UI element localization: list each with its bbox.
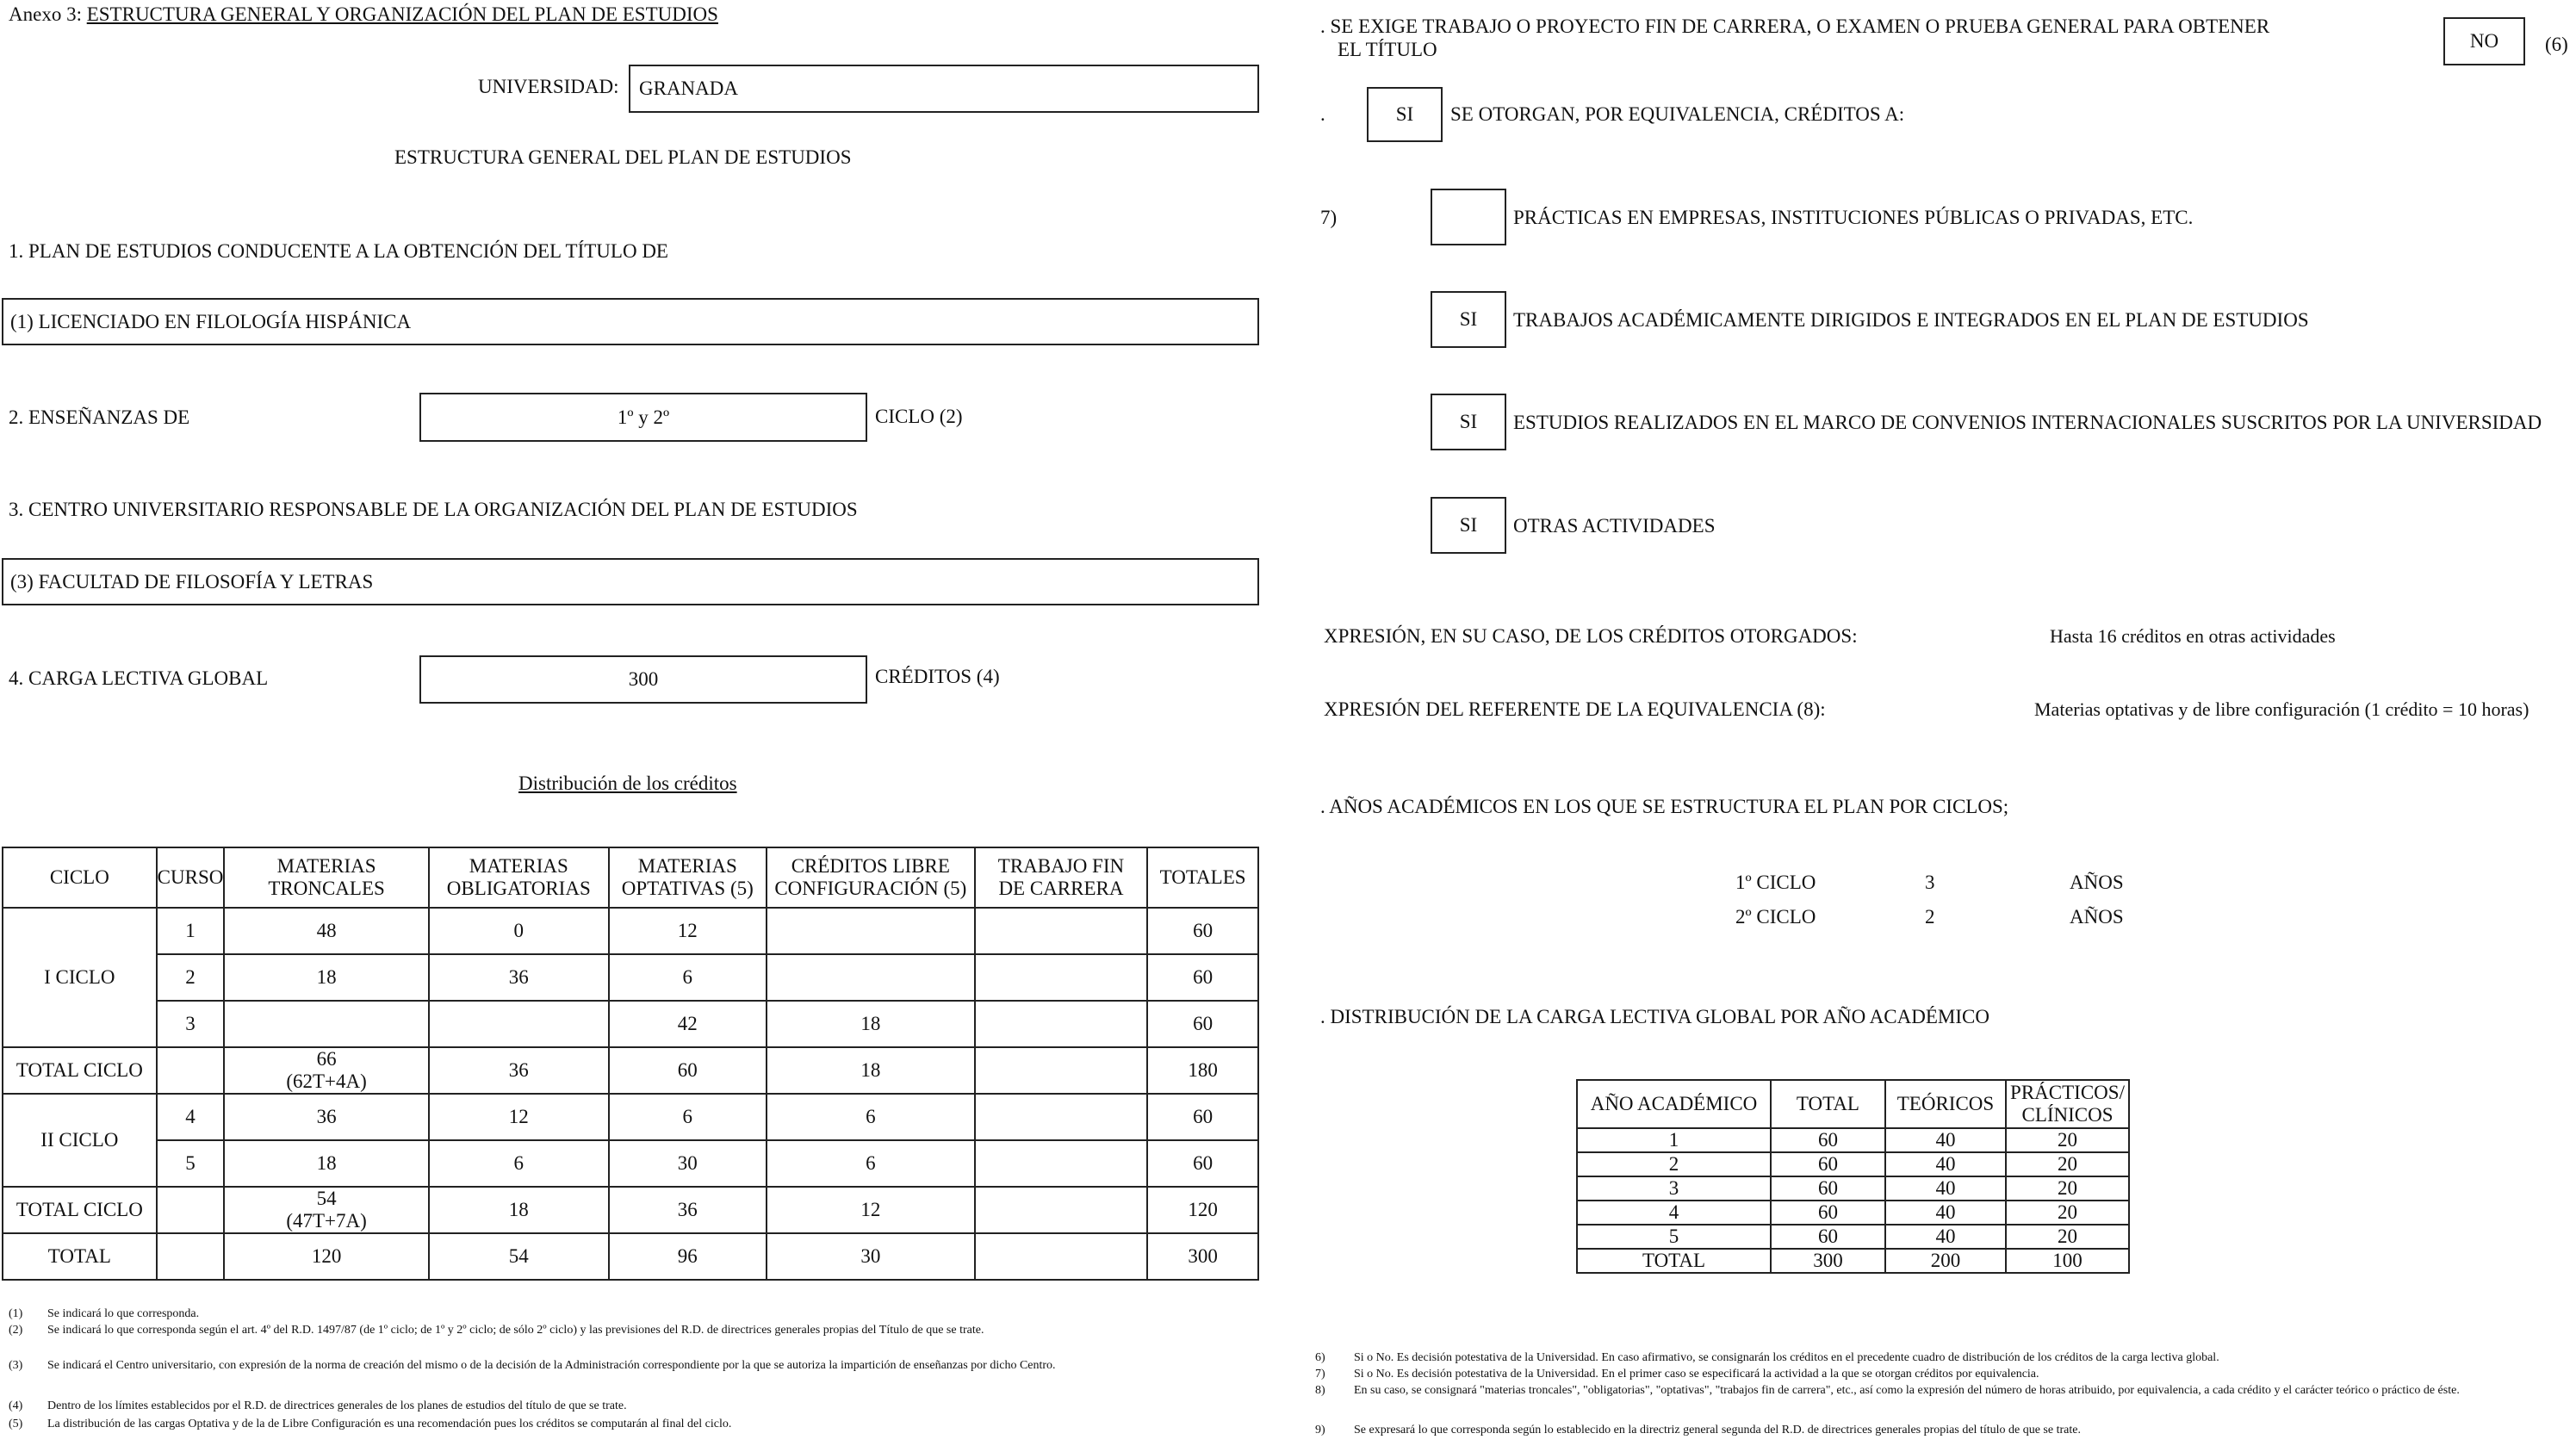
- years-count-2: 2: [1925, 906, 1935, 928]
- years-unit-2: AÑOS: [2070, 906, 2124, 928]
- annex-title: ESTRUCTURA GENERAL Y ORGANIZACIÓN DEL PLAN DE ESTUDIOS: [86, 3, 718, 25]
- expr1-value: Hasta 16 créditos en otras actividades: [2050, 625, 2336, 647]
- item2-suffix: CICLO (2): [875, 406, 963, 427]
- footnote-3: (3) Se indicará el Centro universitario, con expresión de la norma de creación del mismo o de la decisión de la Administración correspondiente por la que se autoriza la impartición de enseñanzas por dicho Centro.: [9, 1359, 1056, 1372]
- table-row: II CICLO 4 36 12 6 6 60: [3, 1094, 1258, 1140]
- credits-distribution-table: [2, 847, 1259, 1281]
- table-row-total-ciclo-2: TOTAL CICLO 54 (47T+7A) 18 36 12 120: [3, 1187, 1258, 1233]
- item1-label: 1. PLAN DE ESTUDIOS CONDUCENTE A LA OBTENCIÓN DEL TÍTULO DE: [9, 240, 668, 262]
- table-row: 2 60 40 20: [1577, 1152, 2129, 1176]
- footnote-6: 6) Si o No. Es decisión potestativa de la Universidad. En caso afirmativo, se consignarán los créditos en el precedente cuadro de distribución de los créditos de la carga lectiva global.: [1315, 1351, 2219, 1364]
- option-trabajos-box: SI: [1431, 291, 1506, 348]
- q5-answer-box: NO: [2443, 17, 2525, 65]
- table-row: 1 60 40 20: [1577, 1128, 2129, 1152]
- table-row: 3 60 40 20: [1577, 1176, 2129, 1201]
- table-row: 3 42 18 60: [3, 1001, 1258, 1047]
- distribution-title: Distribución de los créditos: [518, 773, 737, 794]
- option-otras-label: OTRAS ACTIVIDADES: [1513, 515, 1716, 537]
- expr2-value: Materias optativas y de libre configuración (1 crédito = 10 horas): [2034, 698, 2529, 720]
- years-heading: . AÑOS ACADÉMICOS EN LOS QUE SE ESTRUCTURA EL PLAN POR CICLOS;: [1320, 796, 2009, 817]
- q7-number: 7): [1320, 207, 1338, 228]
- years-ciclo-2: 2º CICLO: [1735, 906, 1816, 928]
- footnote-1: (1) Se indicará lo que corresponda.: [9, 1307, 200, 1320]
- table-row: 5 60 40 20: [1577, 1225, 2129, 1249]
- structure-heading: ESTRUCTURA GENERAL DEL PLAN DE ESTUDIOS: [394, 146, 852, 168]
- footnote-2: (2) Se indicará lo que corresponda según el art. 4º del R.D. 1497/87 (de 1º ciclo; de 1º y 2º ciclo; de sólo 2º ciclo) y las previsiones del R.D. de directrices generales propias del Título de que se trate.: [9, 1324, 984, 1337]
- option-trabajos-label: TRABAJOS ACADÉMICAMENTE DIRIGIDOS E INTEGRADOS EN EL PLAN DE ESTUDIOS: [1513, 309, 2309, 331]
- item3-label: 3. CENTRO UNIVERSITARIO RESPONSABLE DE LA ORGANIZACIÓN DEL PLAN DE ESTUDIOS: [9, 499, 858, 520]
- item4-label: 4. CARGA LECTIVA GLOBAL: [9, 667, 269, 689]
- option-practicas-box: [1431, 189, 1506, 245]
- option-practicas-label: PRÁCTICAS EN EMPRESAS, INSTITUCIONES PÚBLICAS O PRIVADAS, ETC.: [1513, 207, 2194, 228]
- table-row-total: TOTAL 120 54 96 30 300: [3, 1233, 1258, 1280]
- credits-field: 300: [419, 655, 867, 704]
- q5-line2: EL TÍTULO: [1338, 39, 1437, 60]
- table-row-total: TOTAL 300 200 100: [1577, 1249, 2129, 1273]
- center-field: (3) FACULTAD DE FILOSOFÍA Y LETRAS: [2, 558, 1259, 605]
- expr1-label: XPRESIÓN, EN SU CASO, DE LOS CRÉDITOS OTORGADOS:: [1324, 625, 1858, 647]
- q6-answer-box: SI: [1367, 87, 1443, 142]
- degree-field: (1) LICENCIADO EN FILOLOGÍA HISPÁNICA: [2, 298, 1259, 345]
- q5-line1: . SE EXIGE TRABAJO O PROYECTO FIN DE CARRERA, O EXAMEN O PRUEBA GENERAL PARA OBTENER: [1320, 16, 2270, 37]
- academic-load-table: [1576, 1079, 2130, 1274]
- q6-label: SE OTORGAN, POR EQUIVALENCIA, CRÉDITOS A:: [1450, 103, 1905, 125]
- annex-heading: Anexo 3: ESTRUCTURA GENERAL Y ORGANIZACIÓN DEL PLAN DE ESTUDIOS: [9, 3, 718, 25]
- footnote-9: 9) Se expresará lo que corresponda según lo establecido en la directriz general segunda del R.D. de directrices generales propias del título de que se trate.: [1315, 1424, 2081, 1436]
- footnote-7: 7) Si o No. Es decisión potestativa de la Universidad. En el primer caso se especificará la actividad a la que se otorgan créditos por equivalencia.: [1315, 1368, 2039, 1381]
- table-row-total-ciclo-1: TOTAL CICLO 66 (62T+4A) 36 60 18 180: [3, 1047, 1258, 1094]
- item2-label: 2. ENSEÑANZAS DE: [9, 406, 190, 428]
- q5-note: (6): [2545, 34, 2568, 55]
- table-row: 4 60 40 20: [1577, 1201, 2129, 1225]
- table-row: 5 18 6 30 6 60: [3, 1140, 1258, 1187]
- years-count-1: 3: [1925, 872, 1935, 893]
- table-header-row: AÑO ACADÉMICO TOTAL TEÓRICOS PRÁCTICOS/ CLÍNICOS: [1577, 1080, 2129, 1128]
- footnote-5: (5) La distribución de las cargas Optativa y de la de Libre Configuración es una recomendación pues los créditos se computarán al final del ciclo.: [9, 1418, 732, 1430]
- option-otras-box: SI: [1431, 497, 1506, 554]
- item4-suffix: CRÉDITOS (4): [875, 666, 1000, 687]
- table-header-row: CICLO CURSO MATERIAS TRONCALES MATERIAS OBLIGATORIAS MATERIAS OPTATIVAS (5) CRÉDITOS LIBRE CONFIGURACIÓN (5) TRABAJO FIN DE CARRERA TOTALES: [3, 847, 1258, 908]
- option-convenios-box: SI: [1431, 394, 1506, 450]
- q6-marker: .: [1320, 103, 1325, 125]
- table-row: 2 18 36 6 60: [3, 954, 1258, 1001]
- table-row: I CICLO 1 48 0 12 60: [3, 908, 1258, 954]
- cycles-field: 1º y 2º: [419, 393, 867, 442]
- load-heading: . DISTRIBUCIÓN DE LA CARGA LECTIVA GLOBAL POR AÑO ACADÉMICO: [1320, 1006, 1989, 1027]
- years-unit-1: AÑOS: [2070, 872, 2124, 893]
- option-convenios-label: ESTUDIOS REALIZADOS EN EL MARCO DE CONVENIOS INTERNACIONALES SUSCRITOS POR LA UNIVERSIDAD: [1513, 412, 2542, 433]
- years-ciclo-1: 1º CICLO: [1735, 872, 1816, 893]
- footnote-4: (4) Dentro de los límites establecidos por el R.D. de directrices generales de los planes de estudios del título de que se trate.: [9, 1399, 627, 1412]
- expr2-label: XPRESIÓN DEL REFERENTE DE LA EQUIVALENCIA (8):: [1324, 698, 1826, 720]
- university-label: UNIVERSIDAD:: [478, 76, 619, 97]
- university-field: GRANADA: [629, 65, 1259, 113]
- footnote-8: 8) En su caso, se consignará "materias troncales", "obligatorias", "optativas", "trabajos fin de carrera", etc., así como la expresión del número de horas atribuido, por equivalencia, a cada crédito y el carácter teórico o práctico de éste.: [1315, 1384, 2460, 1397]
